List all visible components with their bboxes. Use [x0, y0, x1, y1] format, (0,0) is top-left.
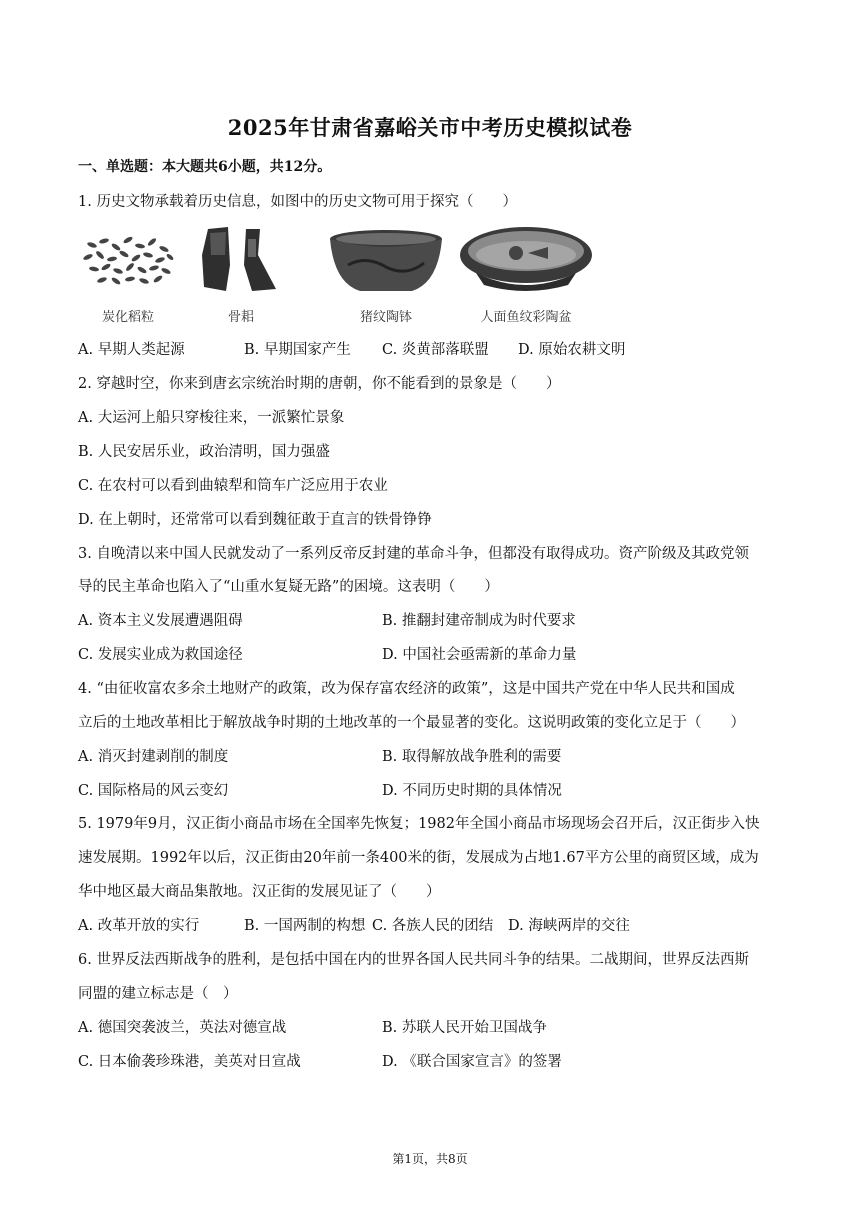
q2-option-d: D. 在上朝时，还常常可以看到魏征敢于直言的铁骨铮铮 — [78, 512, 432, 528]
q4-stem-line-1: 4. “由征收富农多余土地财产的政策，改为保存富农经济的政策”，这是中国共产党在中华人民共和国成 — [78, 681, 735, 697]
pottery-bowl-image — [326, 225, 446, 325]
q6-option-b: B. 苏联人民开始卫国战争 — [382, 1020, 547, 1036]
q6-stem-line-1: 6. 世界反法西斯战争的胜利，是包括中国在内的世界各国人民共同斗争的结果。二战期间，世界反法西斯 — [78, 952, 749, 968]
bone-spade-image — [196, 225, 286, 325]
q6-stem-line-2: 同盟的建立标志是（ ） — [78, 986, 238, 1002]
q3-option-d: D. 中国社会亟需新的革命力量 — [382, 647, 577, 663]
q2-option-a: A. 大运河上船只穿梭往来，一派繁忙景象 — [78, 410, 345, 426]
q2-option-b: B. 人民安居乐业，政治清明，国力强盛 — [78, 444, 330, 460]
q4-option-a: A. 消灭封建剥削的制度 — [78, 749, 229, 765]
pottery-bowl-icon — [326, 225, 446, 297]
q2-option-c: C. 在农村可以看到曲辕犁和筒车广泛应用于农业 — [78, 478, 388, 494]
q5-option-b: B. 一国两制的构想 — [244, 918, 366, 934]
q2-stem: 2. 穿越时空，你来到唐玄宗统治时期的唐朝，你不能看到的景象是（ ） — [78, 376, 561, 392]
q4-option-b: B. 取得解放战争胜利的需要 — [382, 749, 562, 765]
rice-grains-caption: 炭化稻粒 — [101, 310, 154, 325]
q3-option-a: A. 资本主义发展遭遇阻碍 — [78, 613, 243, 629]
q5-option-a: A. 改革开放的实行 — [78, 918, 200, 934]
bone-spade-icon — [196, 225, 286, 297]
pottery-bowl-caption: 猪纹陶钵 — [359, 310, 412, 325]
q3-stem-line-1: 3. 自晚清以来中国人民就发动了一系列反帝反封建的革命斗争，但都没有取得成功。资产阶级及其政党领 — [78, 546, 749, 562]
q6-option-c: C. 日本偷袭珍珠港，美英对日宣战 — [78, 1054, 301, 1070]
page-title: 2025年甘肃省嘉峪关市中考历史模拟试卷 — [227, 115, 633, 140]
q1-option-c: C. 炎黄部落联盟 — [382, 342, 489, 358]
q5-stem-line-1: 5. 1979年9月，汉正街小商品市场在全国率先恢复；1982年全国小商品市场现场会召开后，汉正街步入快 — [78, 816, 760, 832]
painted-basin-icon — [456, 225, 596, 297]
q6-option-a: A. 德国突袭波兰，英法对德宣战 — [78, 1020, 287, 1036]
q1-option-a: A. 早期人类起源 — [78, 342, 185, 358]
painted-basin-image — [456, 225, 596, 325]
q1-option-d: D. 原始农耕文明 — [518, 342, 626, 358]
q4-stem-line-2: 立后的土地改革相比于解放战争时期的土地改革的一个最显著的变化。这说明政策的变化立足于（ ） — [78, 715, 745, 731]
q3-option-c: C. 发展实业成为救国途径 — [78, 647, 243, 663]
q1-stem: 1. 历史文物承载着历史信息，如图中的历史文物可用于探究（ ） — [78, 194, 517, 210]
page-footer: 第1页，共8页 — [392, 1152, 468, 1166]
bone-spade-caption: 骨耜 — [227, 310, 254, 325]
rice-grains-image — [78, 225, 178, 325]
painted-basin-caption: 人面鱼纹彩陶盆 — [480, 310, 572, 325]
artifact-images — [78, 225, 638, 325]
q3-stem-line-2: 导的民主革命也陷入了“山重水复疑无路”的困境。这表明（ ） — [78, 579, 499, 595]
q5-option-c: C. 各族人民的团结 — [372, 918, 494, 934]
section-heading: 一、单选题：本大题共6小题，共12分。 — [78, 159, 332, 175]
rice-grains-icon — [78, 225, 178, 295]
q1-option-b: B. 早期国家产生 — [244, 342, 351, 358]
q4-option-d: D. 不同历史时期的具体情况 — [382, 783, 562, 799]
q4-option-c: C. 国际格局的风云变幻 — [78, 783, 229, 799]
q5-stem-line-3: 华中地区最大商品集散地。汉正街的发展见证了（ ） — [78, 884, 441, 900]
q5-option-d: D. 海峡两岸的交往 — [508, 918, 630, 934]
q6-option-d: D. 《联合国家宣言》的签署 — [382, 1054, 562, 1070]
q3-option-b: B. 推翻封建帝制成为时代要求 — [382, 613, 576, 629]
q5-stem-line-2: 速发展期。1992年以后，汉正街由20年前一条400米的街，发展成为占地1.67平方公里的商贸区域，成为 — [78, 850, 759, 866]
